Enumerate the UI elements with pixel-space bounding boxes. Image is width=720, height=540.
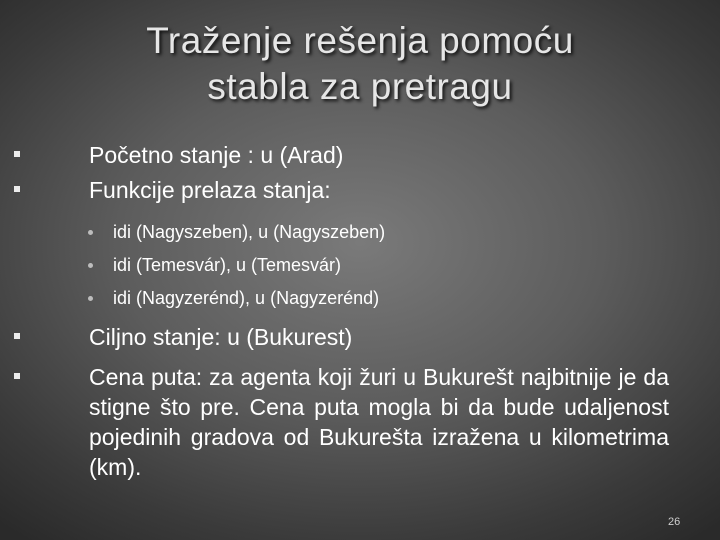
square-bullet-icon xyxy=(14,151,20,157)
sub-bullet-item xyxy=(113,220,385,244)
square-bullet-icon xyxy=(14,333,20,339)
sub-bullet-item xyxy=(113,253,341,277)
sub-bullet-text: idi (Temesvár), u (Temesvár) xyxy=(113,255,342,275)
bullet-item xyxy=(89,175,669,205)
sub-bullet-item xyxy=(113,286,379,310)
slide-title-line-2: stabla za pretragu xyxy=(207,66,513,107)
square-bullet-icon xyxy=(14,186,20,192)
bullet-text: Funkcije prelaza stanja: xyxy=(89,177,331,203)
bullet-item xyxy=(89,140,669,170)
round-bullet-icon xyxy=(88,263,93,268)
bullet-item xyxy=(89,362,669,482)
bullet-text: Cena puta: za agenta koji žuri u Bukurešt najbitnije je da stigne što pre. Cena puta mogla bi da bude udaljenost pojedinih gradova od Bukurešta izražena u kilometrima (km). xyxy=(89,364,669,480)
page-number: 26 xyxy=(668,516,681,528)
bullet-item xyxy=(89,322,669,352)
bullet-text: Početno stanje : u (Arad) xyxy=(89,142,344,168)
sub-bullet-text: idi (Nagyszeben), u (Nagyszeben) xyxy=(113,222,386,242)
sub-bullet-text: idi (Nagyzerénd), u (Nagyzerénd) xyxy=(113,288,380,308)
square-bullet-icon xyxy=(14,373,20,379)
slide-title-line-1: Traženje rešenja pomoću xyxy=(146,20,574,61)
bullet-text: Ciljno stanje: u (Bukurest) xyxy=(89,324,353,350)
round-bullet-icon xyxy=(88,296,93,301)
round-bullet-icon xyxy=(88,230,93,235)
